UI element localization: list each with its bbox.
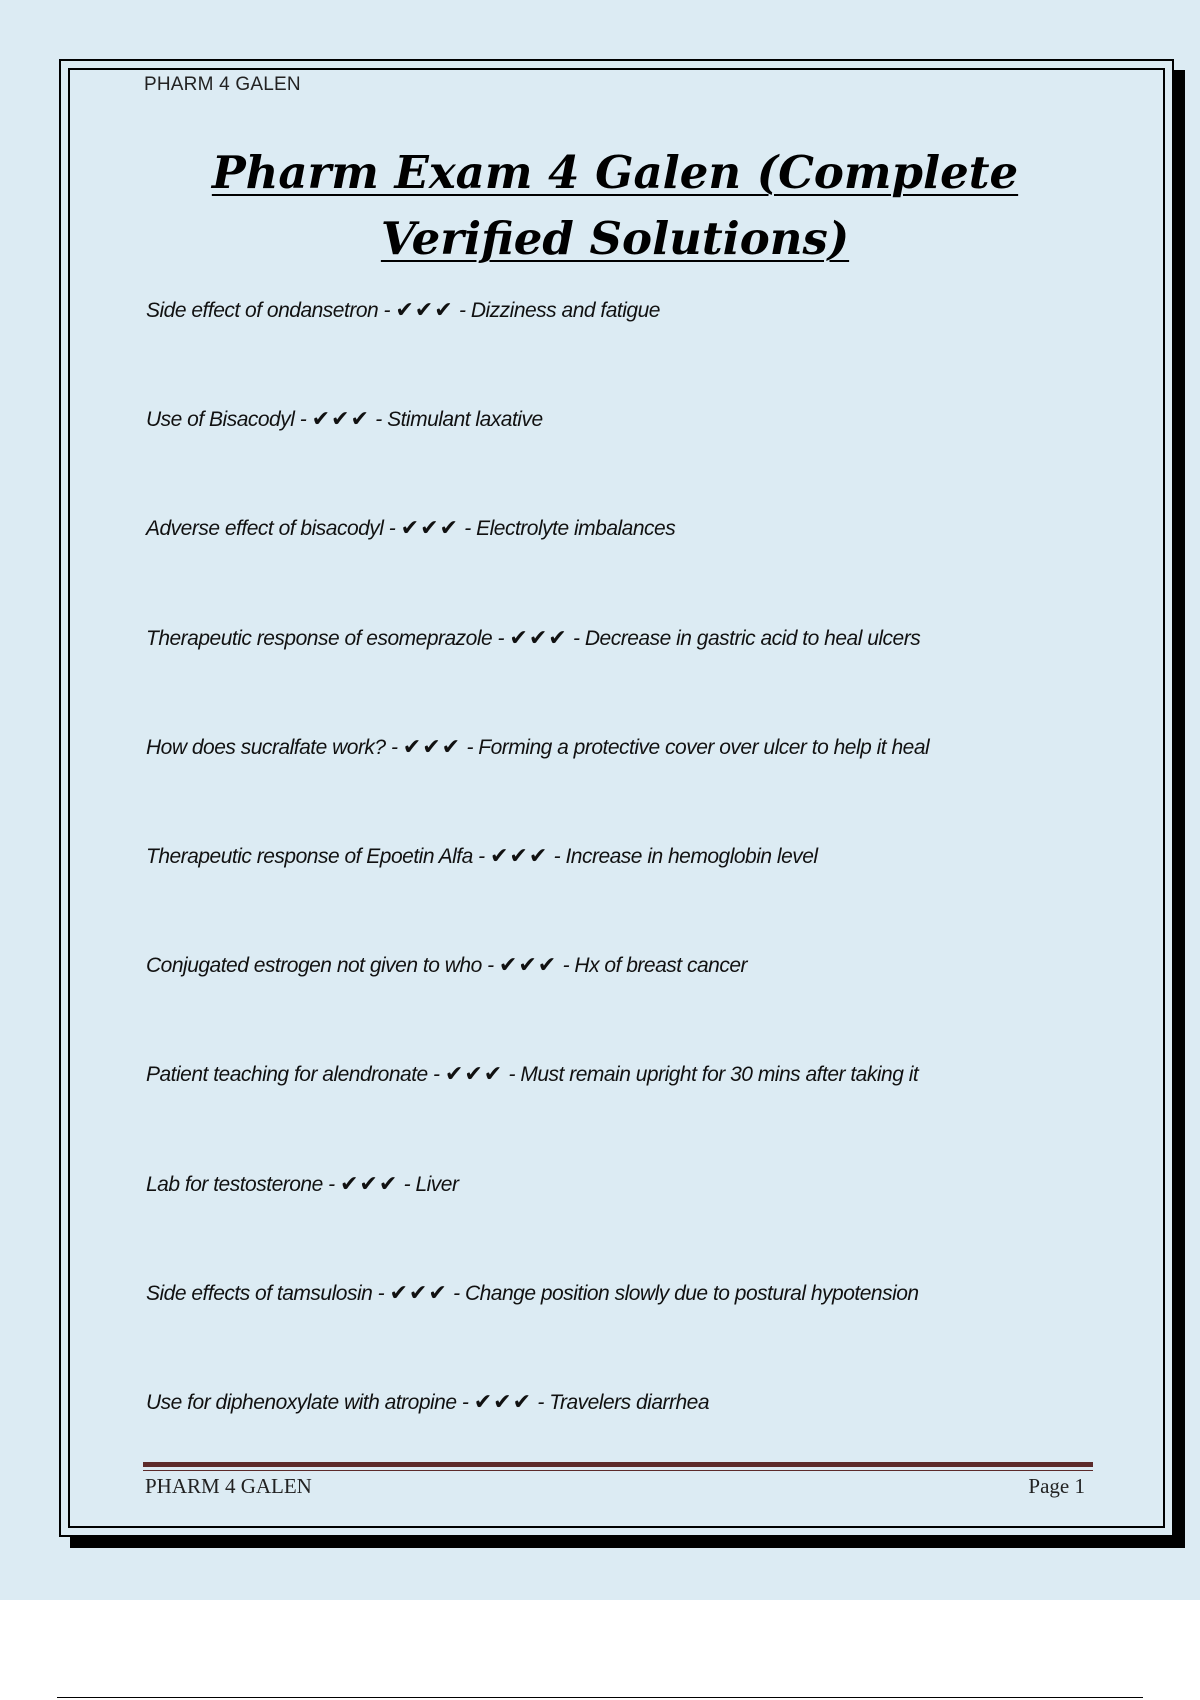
qa-item: Adverse effect of bisacodyl - ✔✔✔ - Electrolyte imbalances [146,516,676,542]
footer-rule-thin [143,1470,1093,1471]
check-marks-icon: ✔✔✔ [489,843,549,869]
check-marks-icon: ✔✔✔ [395,298,454,323]
question-text: Conjugated estrogen not given to who [146,954,482,978]
page-number: Page 1 [1028,1474,1085,1498]
answer-text: Must remain upright for 30 mins after taking it [520,1063,919,1087]
title-line-1: Pharm Exam 4 Galen (Complete [211,146,1019,199]
qa-item: Use for diphenoxylate with atropine - ✔✔✔ - Travelers diarrhea [146,1389,710,1415]
qa-list [146,296,1076,1497]
qa-item: Lab for testosterone - ✔✔✔ - Liver [146,1171,459,1197]
check-marks-icon: ✔✔✔ [400,516,459,542]
answer-text: Change position slowly due to postural hypotension [464,1281,919,1305]
check-marks-icon: ✔✔✔ [311,407,370,433]
footer-label: PHARM 4 GALEN [145,1474,312,1498]
page-header: PHARM 4 GALEN [144,74,301,95]
qa-item: Conjugated estrogen not given to who - ✔✔✔ - Hx of breast cancer [146,953,747,979]
question-text: Side effects of tamsulosin [146,1281,373,1305]
answer-text: Travelers diarrhea [549,1390,710,1414]
qa-item: Therapeutic response of esomeprazole - ✔✔✔ - Decrease in gastric acid to heal ulcers [146,625,921,651]
qa-item: Use of Bisacodyl - ✔✔✔ - Stimulant laxative [146,407,543,433]
check-marks-icon: ✔✔✔ [509,625,568,651]
question-text: Side effect of ondansetron [146,299,379,322]
check-marks-icon: ✔✔✔ [498,953,558,979]
question-text: Patient teaching for alendronate [146,1063,428,1087]
question-text: How does sucralfate work? [146,735,386,759]
question-text: Use for diphenoxylate with atropine [146,1390,457,1414]
footer-rule [143,1462,1093,1467]
answer-text: Liver [415,1172,459,1196]
answer-text: Decrease in gastric acid to heal ulcers [584,626,921,650]
question-text: Adverse effect of bisacodyl [146,517,384,541]
answer-text: Hx of breast cancer [574,954,747,978]
qa-item: Side effect of ondansetron - ✔✔✔ - Dizziness and fatigue [146,298,660,323]
question-text: Lab for testosterone [146,1172,323,1196]
answer-text: Increase in hemoglobin level [565,844,818,868]
qa-item: How does sucralfate work? - ✔✔✔ - Forming a protective cover over ulcer to help it heal [146,734,930,760]
question-text: Use of Bisacodyl [146,408,295,432]
next-page-divider [57,1697,1143,1698]
question-text: Therapeutic response of Epoetin Alfa [146,844,473,868]
title-line-2: Verified Solutions) [380,212,850,265]
qa-item: Side effects of tamsulosin - ✔✔✔ - Change position slowly due to postural hypotension [146,1280,919,1306]
check-marks-icon: ✔✔✔ [444,1062,504,1088]
check-marks-icon: ✔✔✔ [389,1280,448,1306]
answer-text: Dizziness and fatigue [470,299,660,322]
check-marks-icon: ✔✔✔ [339,1171,399,1197]
qa-item: Patient teaching for alendronate - ✔✔✔ - Must remain upright for 30 mins after taking it [146,1062,919,1088]
answer-text: Electrolyte imbalances [476,517,676,541]
document-title [140,140,1090,272]
answer-text: Stimulant laxative [387,408,543,432]
question-text: Therapeutic response of esomeprazole [146,626,493,650]
qa-item: Therapeutic response of Epoetin Alfa - ✔✔✔ - Increase in hemoglobin level [146,843,818,869]
check-marks-icon: ✔✔✔ [473,1389,533,1415]
answer-text: Forming a protective cover over ulcer to help it heal [478,735,930,759]
check-marks-icon: ✔✔✔ [402,734,462,760]
